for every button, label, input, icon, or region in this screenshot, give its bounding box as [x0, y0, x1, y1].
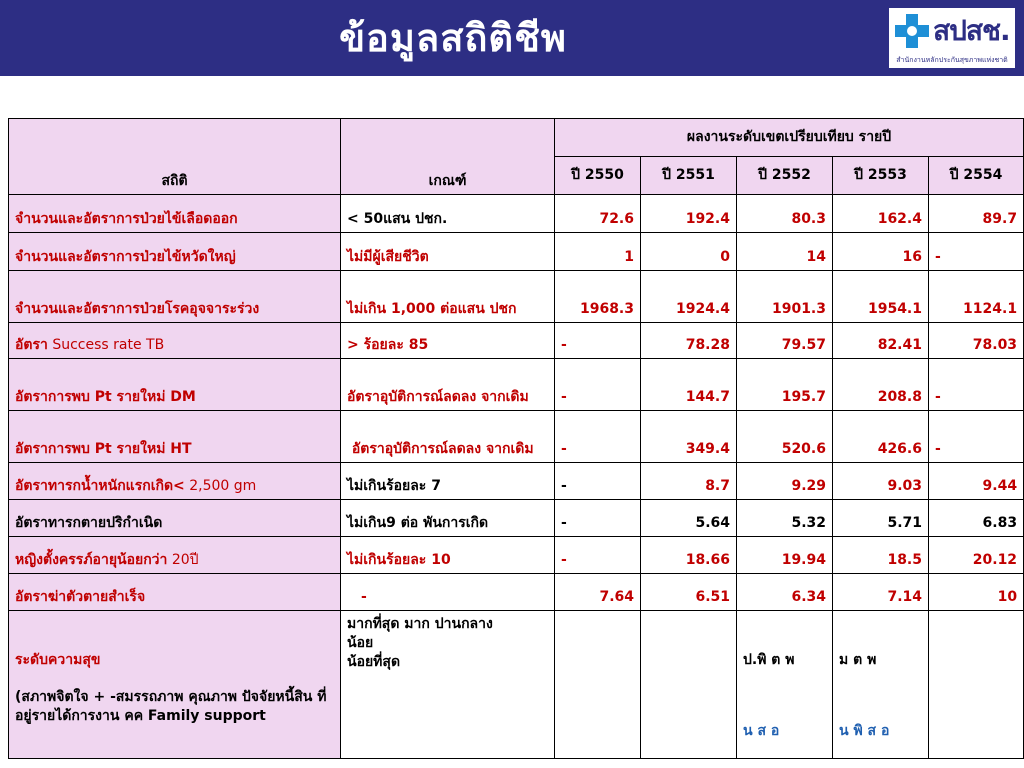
table-row	[9, 195, 1024, 233]
stat-name-main: ระดับความสุข	[15, 652, 101, 668]
value-cell: 1924.4	[641, 271, 737, 323]
value-cell: 192.4	[641, 195, 737, 233]
value-cell: 9.29	[737, 463, 833, 500]
medical-cross-icon	[895, 14, 929, 48]
value-cell: 0	[641, 233, 737, 271]
value-cell: 6.83	[929, 500, 1024, 537]
value-cell: -	[929, 359, 1024, 411]
stat-name	[9, 611, 341, 759]
value-cell: 5.32	[737, 500, 833, 537]
stat-name-detail: Success rate TB	[47, 337, 165, 353]
happiness-provinces-bottom: น พิ ส อ	[839, 723, 890, 739]
value-cell: 9.44	[929, 463, 1024, 500]
criteria-cell	[341, 611, 555, 759]
value-cell: 78.28	[641, 323, 737, 359]
value-cell: 1901.3	[737, 271, 833, 323]
value-cell: 1124.1	[929, 271, 1024, 323]
value-cell: 6.34	[737, 574, 833, 611]
criteria-line: น้อย	[347, 635, 374, 651]
value-cell: 5.71	[833, 500, 929, 537]
value-cell: 14	[737, 233, 833, 271]
value-cell: 9.03	[833, 463, 929, 500]
nhso-logo	[888, 7, 1016, 69]
value-cell: -	[555, 411, 641, 463]
criteria-cell: ไม่เกิน9 ต่อ พันการเกิด	[341, 500, 555, 537]
header-criteria: เกณฑ์	[341, 119, 555, 195]
stat-name: อัตราฆ่าตัวตายสำเร็จ	[9, 574, 341, 611]
value-cell: 78.03	[929, 323, 1024, 359]
criteria-line: มากที่สุด มาก ปานกลาง	[347, 616, 493, 632]
criteria-cell: -	[341, 574, 555, 611]
header-group-yearly: ผลงานระดับเขตเปรียบเทียบ รายปี	[555, 119, 1024, 157]
value-cell: 144.7	[641, 359, 737, 411]
value-cell	[737, 611, 833, 759]
table-row	[9, 271, 1024, 323]
title-banner	[0, 0, 1024, 76]
happiness-provinces-bottom: น ส อ	[743, 723, 780, 739]
logo-text: สปสช.	[933, 14, 1010, 47]
value-cell: -	[929, 411, 1024, 463]
page-title: ข้อมูลสถิติชีพ	[339, 16, 567, 60]
value-cell: 7.64	[555, 574, 641, 611]
table-row	[9, 463, 1024, 500]
criteria-cell: ไม่เกินร้อยละ 10	[341, 537, 555, 574]
value-cell: 195.7	[737, 359, 833, 411]
value-cell	[833, 611, 929, 759]
header-year: ปี 2551	[641, 157, 737, 195]
value-cell: 349.4	[641, 411, 737, 463]
criteria-cell: ไม่เกิน 1,000 ต่อแสน ปชก	[341, 271, 555, 323]
header-stat: สถิติ	[9, 119, 341, 195]
criteria-cell: อัตราอุบัติการณ์ลดลง จากเดิม	[341, 359, 555, 411]
value-cell: 79.57	[737, 323, 833, 359]
header-year: ปี 2552	[737, 157, 833, 195]
value-cell: 80.3	[737, 195, 833, 233]
table-row	[9, 537, 1024, 574]
stat-name: จำนวนและอัตราการป่วยไข้เลือดออก	[9, 195, 341, 233]
table-row-happiness	[9, 611, 1024, 759]
value-cell: 16	[833, 233, 929, 271]
header-year: ปี 2553	[833, 157, 929, 195]
table-row	[9, 359, 1024, 411]
stat-name	[9, 537, 341, 574]
value-cell: 426.6	[833, 411, 929, 463]
criteria-cell: > ร้อยละ 85	[341, 323, 555, 359]
stat-name-main: อัตราทารกน้ำหนักแรกเกิด<	[15, 478, 185, 494]
stat-name	[9, 463, 341, 500]
value-cell: 72.6	[555, 195, 641, 233]
value-cell: -	[555, 537, 641, 574]
value-cell: 20.12	[929, 537, 1024, 574]
stat-name: อัตราการพบ Pt รายใหม่ DM	[9, 359, 341, 411]
value-cell: 208.8	[833, 359, 929, 411]
stat-name	[9, 323, 341, 359]
stat-name-detail: 2,500 gm	[184, 478, 257, 494]
stat-name-detail: 20ปี	[167, 552, 199, 568]
value-cell: -	[929, 233, 1024, 271]
value-cell: 1	[555, 233, 641, 271]
value-cell: 5.64	[641, 500, 737, 537]
header-year: ปี 2550	[555, 157, 641, 195]
criteria-cell: อัตราอุบัติการณ์ลดลง จากเดิม	[341, 411, 555, 463]
logo-subtitle: สำนักงานหลักประกันสุขภาพแห่งชาติ	[896, 56, 1008, 64]
value-cell: -	[555, 359, 641, 411]
value-cell: 19.94	[737, 537, 833, 574]
table-row	[9, 323, 1024, 359]
value-cell: 6.51	[641, 574, 737, 611]
stat-name-note: (สภาพจิตใจ + -สมรรถภาพ คุณภาพ ปัจจัยหนี้สิน ที่อยู่รายได้การงาน คค Family support	[15, 689, 327, 724]
value-cell: 10	[929, 574, 1024, 611]
value-cell: -	[555, 500, 641, 537]
value-cell: -	[555, 323, 641, 359]
value-cell	[641, 611, 737, 759]
value-cell: 1954.1	[833, 271, 929, 323]
value-cell: 162.4	[833, 195, 929, 233]
stat-name: จำนวนและอัตราการป่วยไข้หวัดใหญ่	[9, 233, 341, 271]
value-cell: 18.66	[641, 537, 737, 574]
happiness-provinces-top: ม ต พ	[839, 652, 877, 668]
value-cell	[555, 611, 641, 759]
criteria-cell: ไม่เกินร้อยละ 7	[341, 463, 555, 500]
value-cell: -	[555, 463, 641, 500]
stat-name-main: อัตรา	[15, 337, 48, 353]
criteria-cell: ไม่มีผู้เสียชีวิต	[341, 233, 555, 271]
value-cell: 1968.3	[555, 271, 641, 323]
vital-statistics-table	[8, 118, 1024, 759]
header-year: ปี 2554	[929, 157, 1024, 195]
value-cell: 8.7	[641, 463, 737, 500]
value-cell	[929, 611, 1024, 759]
stat-name: อัตราการพบ Pt รายใหม่ HT	[9, 411, 341, 463]
table-row	[9, 233, 1024, 271]
stat-name: จำนวนและอัตราการป่วยโรคอุจจาระร่วง	[9, 271, 341, 323]
value-cell: 520.6	[737, 411, 833, 463]
criteria-line: น้อยที่สุด	[347, 654, 401, 670]
table-row	[9, 500, 1024, 537]
value-cell: 89.7	[929, 195, 1024, 233]
value-cell: 18.5	[833, 537, 929, 574]
value-cell: 7.14	[833, 574, 929, 611]
table-row	[9, 411, 1024, 463]
table-row	[9, 574, 1024, 611]
criteria-cell: < 50แสน ปชก.	[341, 195, 555, 233]
happiness-provinces-top: ป.พิ ต พ	[743, 652, 795, 668]
stat-name-main: หญิงตั้งครรภ์อายุน้อยกว่า	[15, 552, 168, 568]
value-cell: 82.41	[833, 323, 929, 359]
stat-name: อัตราทารกตายปริกำเนิด	[9, 500, 341, 537]
